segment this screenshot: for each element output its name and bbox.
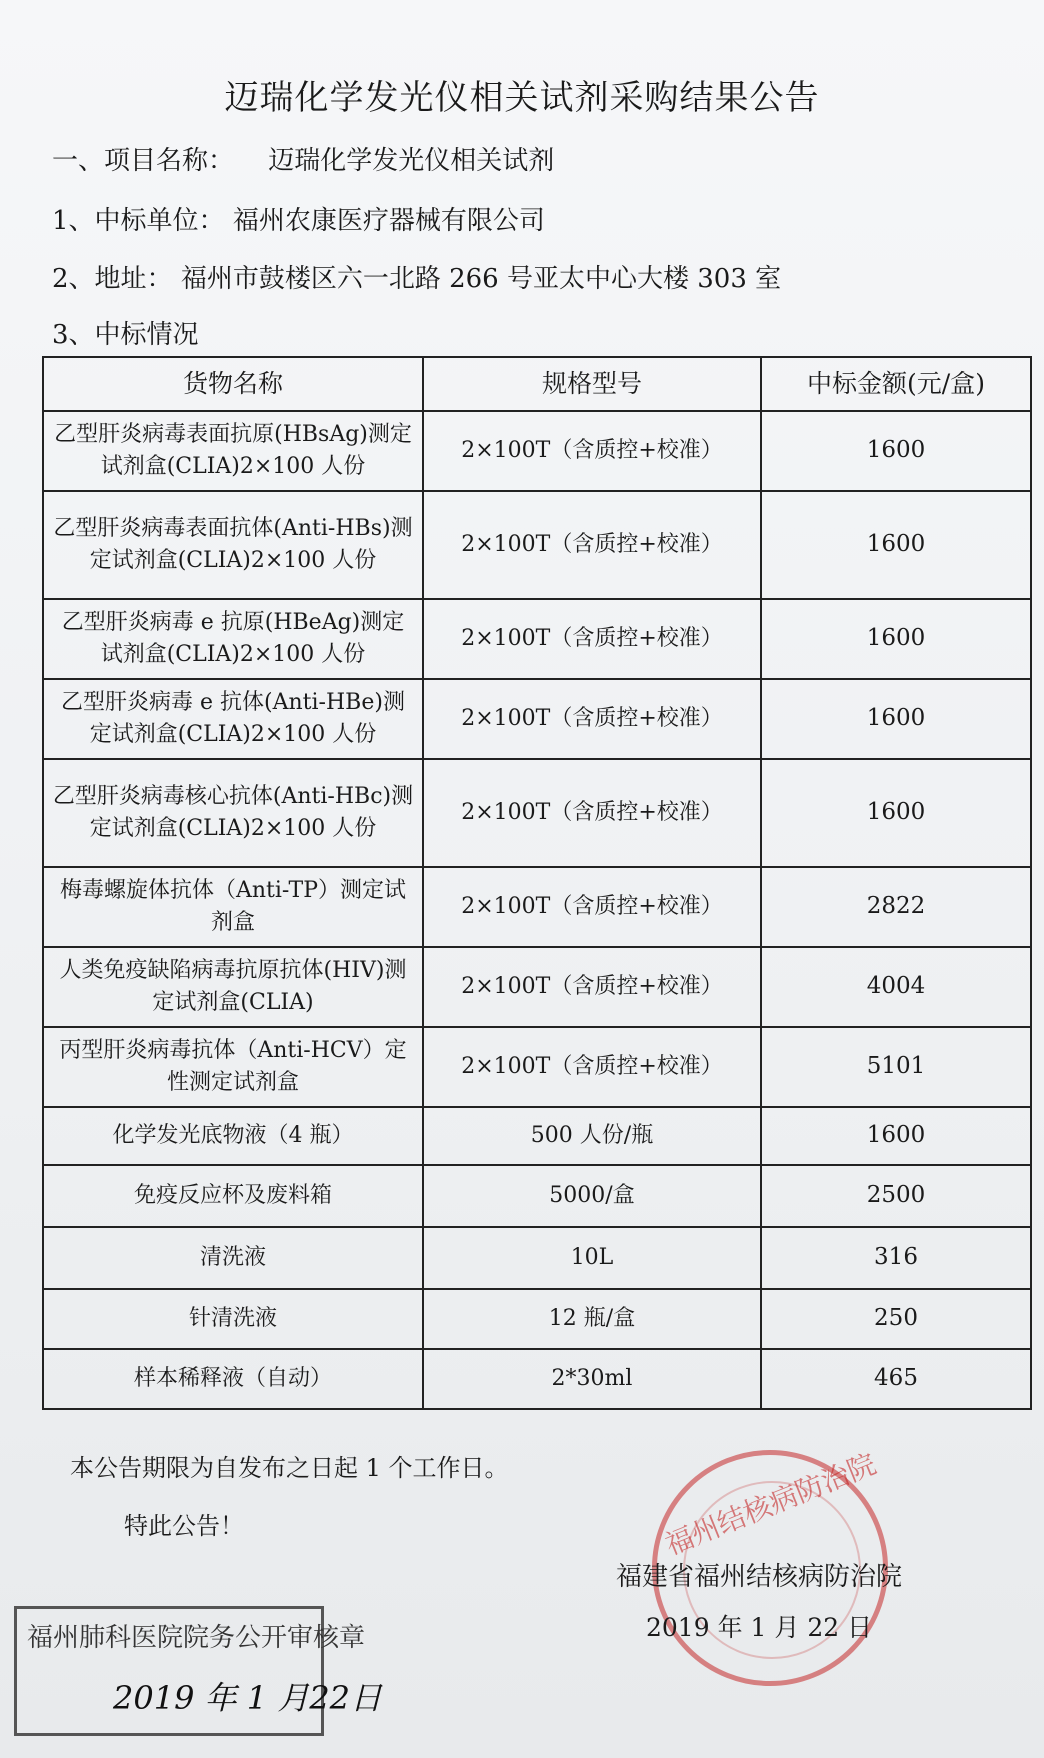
spec-cell: 12 瓶/盒 (423, 1289, 761, 1349)
issue-date: 2019 年 1 月 22 日 (646, 1613, 873, 1642)
table-row (43, 679, 1031, 759)
spec-cell: 2*30ml (423, 1349, 761, 1409)
goods-name-cell: 人类免疫缺陷病毒抗原抗体(HIV)测定试剂盒(CLIA) (43, 947, 423, 1027)
project-line (52, 140, 554, 177)
price-cell: 465 (761, 1349, 1031, 1409)
situation-label: 3、中标情况 (52, 320, 199, 350)
bid-result-table (42, 356, 1032, 1410)
goods-name-cell: 样本稀释液（自动） (43, 1349, 423, 1409)
spec-cell: 2×100T（含质控+校准） (423, 1027, 761, 1107)
goods-name-cell: 乙型肝炎病毒 e 抗原(HBeAg)测定试剂盒(CLIA)2×100 人份 (43, 599, 423, 679)
table-row (43, 491, 1031, 599)
table-row (43, 759, 1031, 867)
goods-name-cell: 针清洗液 (43, 1289, 423, 1349)
address-value: 福州市鼓楼区六一北路 266 号亚太中心大楼 303 室 (180, 264, 782, 294)
seal-text: 福州结核病防治院 (660, 1447, 881, 1562)
spec-cell: 2×100T（含质控+校准） (423, 679, 761, 759)
table-row (43, 947, 1031, 1027)
goods-name-cell: 乙型肝炎病毒表面抗原(HBsAg)测定试剂盒(CLIA)2×100 人份 (43, 411, 423, 491)
goods-name-cell: 乙型肝炎病毒核心抗体(Anti-HBc)测定试剂盒(CLIA)2×100 人份 (43, 759, 423, 867)
table-row (43, 1349, 1031, 1409)
table-row (43, 1107, 1031, 1165)
table-row (43, 1165, 1031, 1227)
table-row (43, 1027, 1031, 1107)
goods-name-cell: 丙型肝炎病毒抗体（Anti-HCV）定性测定试剂盒 (43, 1027, 423, 1107)
table-header-row (43, 357, 1031, 411)
review-stamp (14, 1606, 383, 1736)
spec-cell: 2×100T（含质控+校准） (423, 599, 761, 679)
price-cell: 316 (761, 1227, 1031, 1289)
spec-cell: 2×100T（含质控+校准） (423, 947, 761, 1027)
spec-cell: 5000/盒 (423, 1165, 761, 1227)
spec-cell: 500 人份/瓶 (423, 1107, 761, 1165)
price-cell: 4004 (761, 947, 1031, 1027)
winner-label: 1、中标单位： (52, 206, 225, 236)
document-title: 迈瑞化学发光仪相关试剂采购结果公告 (224, 78, 820, 118)
winner-value: 福州农康医疗器械有限公司 (232, 206, 545, 236)
table-row (43, 1289, 1031, 1349)
header-spec: 规格型号 (423, 357, 761, 411)
closing-statement: 特此公告！ (124, 1512, 244, 1540)
issuer-name: 福建省福州结核病防治院 (616, 1562, 903, 1592)
price-cell: 2822 (761, 867, 1031, 947)
spec-cell: 2×100T（含质控+校准） (423, 867, 761, 947)
table-row (43, 1227, 1031, 1289)
spec-cell: 2×100T（含质控+校准） (423, 411, 761, 491)
goods-name-cell: 化学发光底物液（4 瓶） (43, 1107, 423, 1165)
address-label: 2、地址： (52, 264, 173, 294)
price-cell: 1600 (761, 679, 1031, 759)
review-stamp-handwritten-date: 2019 年 1 月22日 (113, 1679, 383, 1717)
goods-name-cell: 免疫反应杯及废料箱 (43, 1165, 423, 1227)
spec-cell: 10L (423, 1227, 761, 1289)
goods-name-cell: 乙型肝炎病毒表面抗体(Anti-HBs)测定试剂盒(CLIA)2×100 人份 (43, 491, 423, 599)
table-row (43, 599, 1031, 679)
table-row (43, 411, 1031, 491)
notice-period: 本公告期限为自发布之日起 1 个工作日。 (70, 1454, 509, 1482)
price-cell: 2500 (761, 1165, 1031, 1227)
price-cell: 5101 (761, 1027, 1031, 1107)
price-cell: 250 (761, 1289, 1031, 1349)
spec-cell: 2×100T（含质控+校准） (423, 759, 761, 867)
price-cell: 1600 (761, 599, 1031, 679)
table-row (43, 867, 1031, 947)
header-goods-name: 货物名称 (43, 357, 423, 411)
goods-name-cell: 梅毒螺旋体抗体（Anti-TP）测定试剂盒 (43, 867, 423, 947)
winner-line (52, 200, 545, 237)
review-stamp-text: 福州肺科医院院务公开审核章 (27, 1623, 366, 1653)
goods-name-cell: 乙型肝炎病毒 e 抗体(Anti-HBe)测定试剂盒(CLIA)2×100 人份 (43, 679, 423, 759)
spec-cell: 2×100T（含质控+校准） (423, 491, 761, 599)
project-label: 一、项目名称： (52, 146, 235, 176)
price-cell: 1600 (761, 759, 1031, 867)
header-price: 中标金额(元/盒) (761, 357, 1031, 411)
address-line (52, 258, 781, 295)
price-cell: 1600 (761, 491, 1031, 599)
goods-name-cell: 清洗液 (43, 1227, 423, 1289)
price-cell: 1600 (761, 1107, 1031, 1165)
project-value: 迈瑞化学发光仪相关试剂 (268, 146, 555, 176)
price-cell: 1600 (761, 411, 1031, 491)
